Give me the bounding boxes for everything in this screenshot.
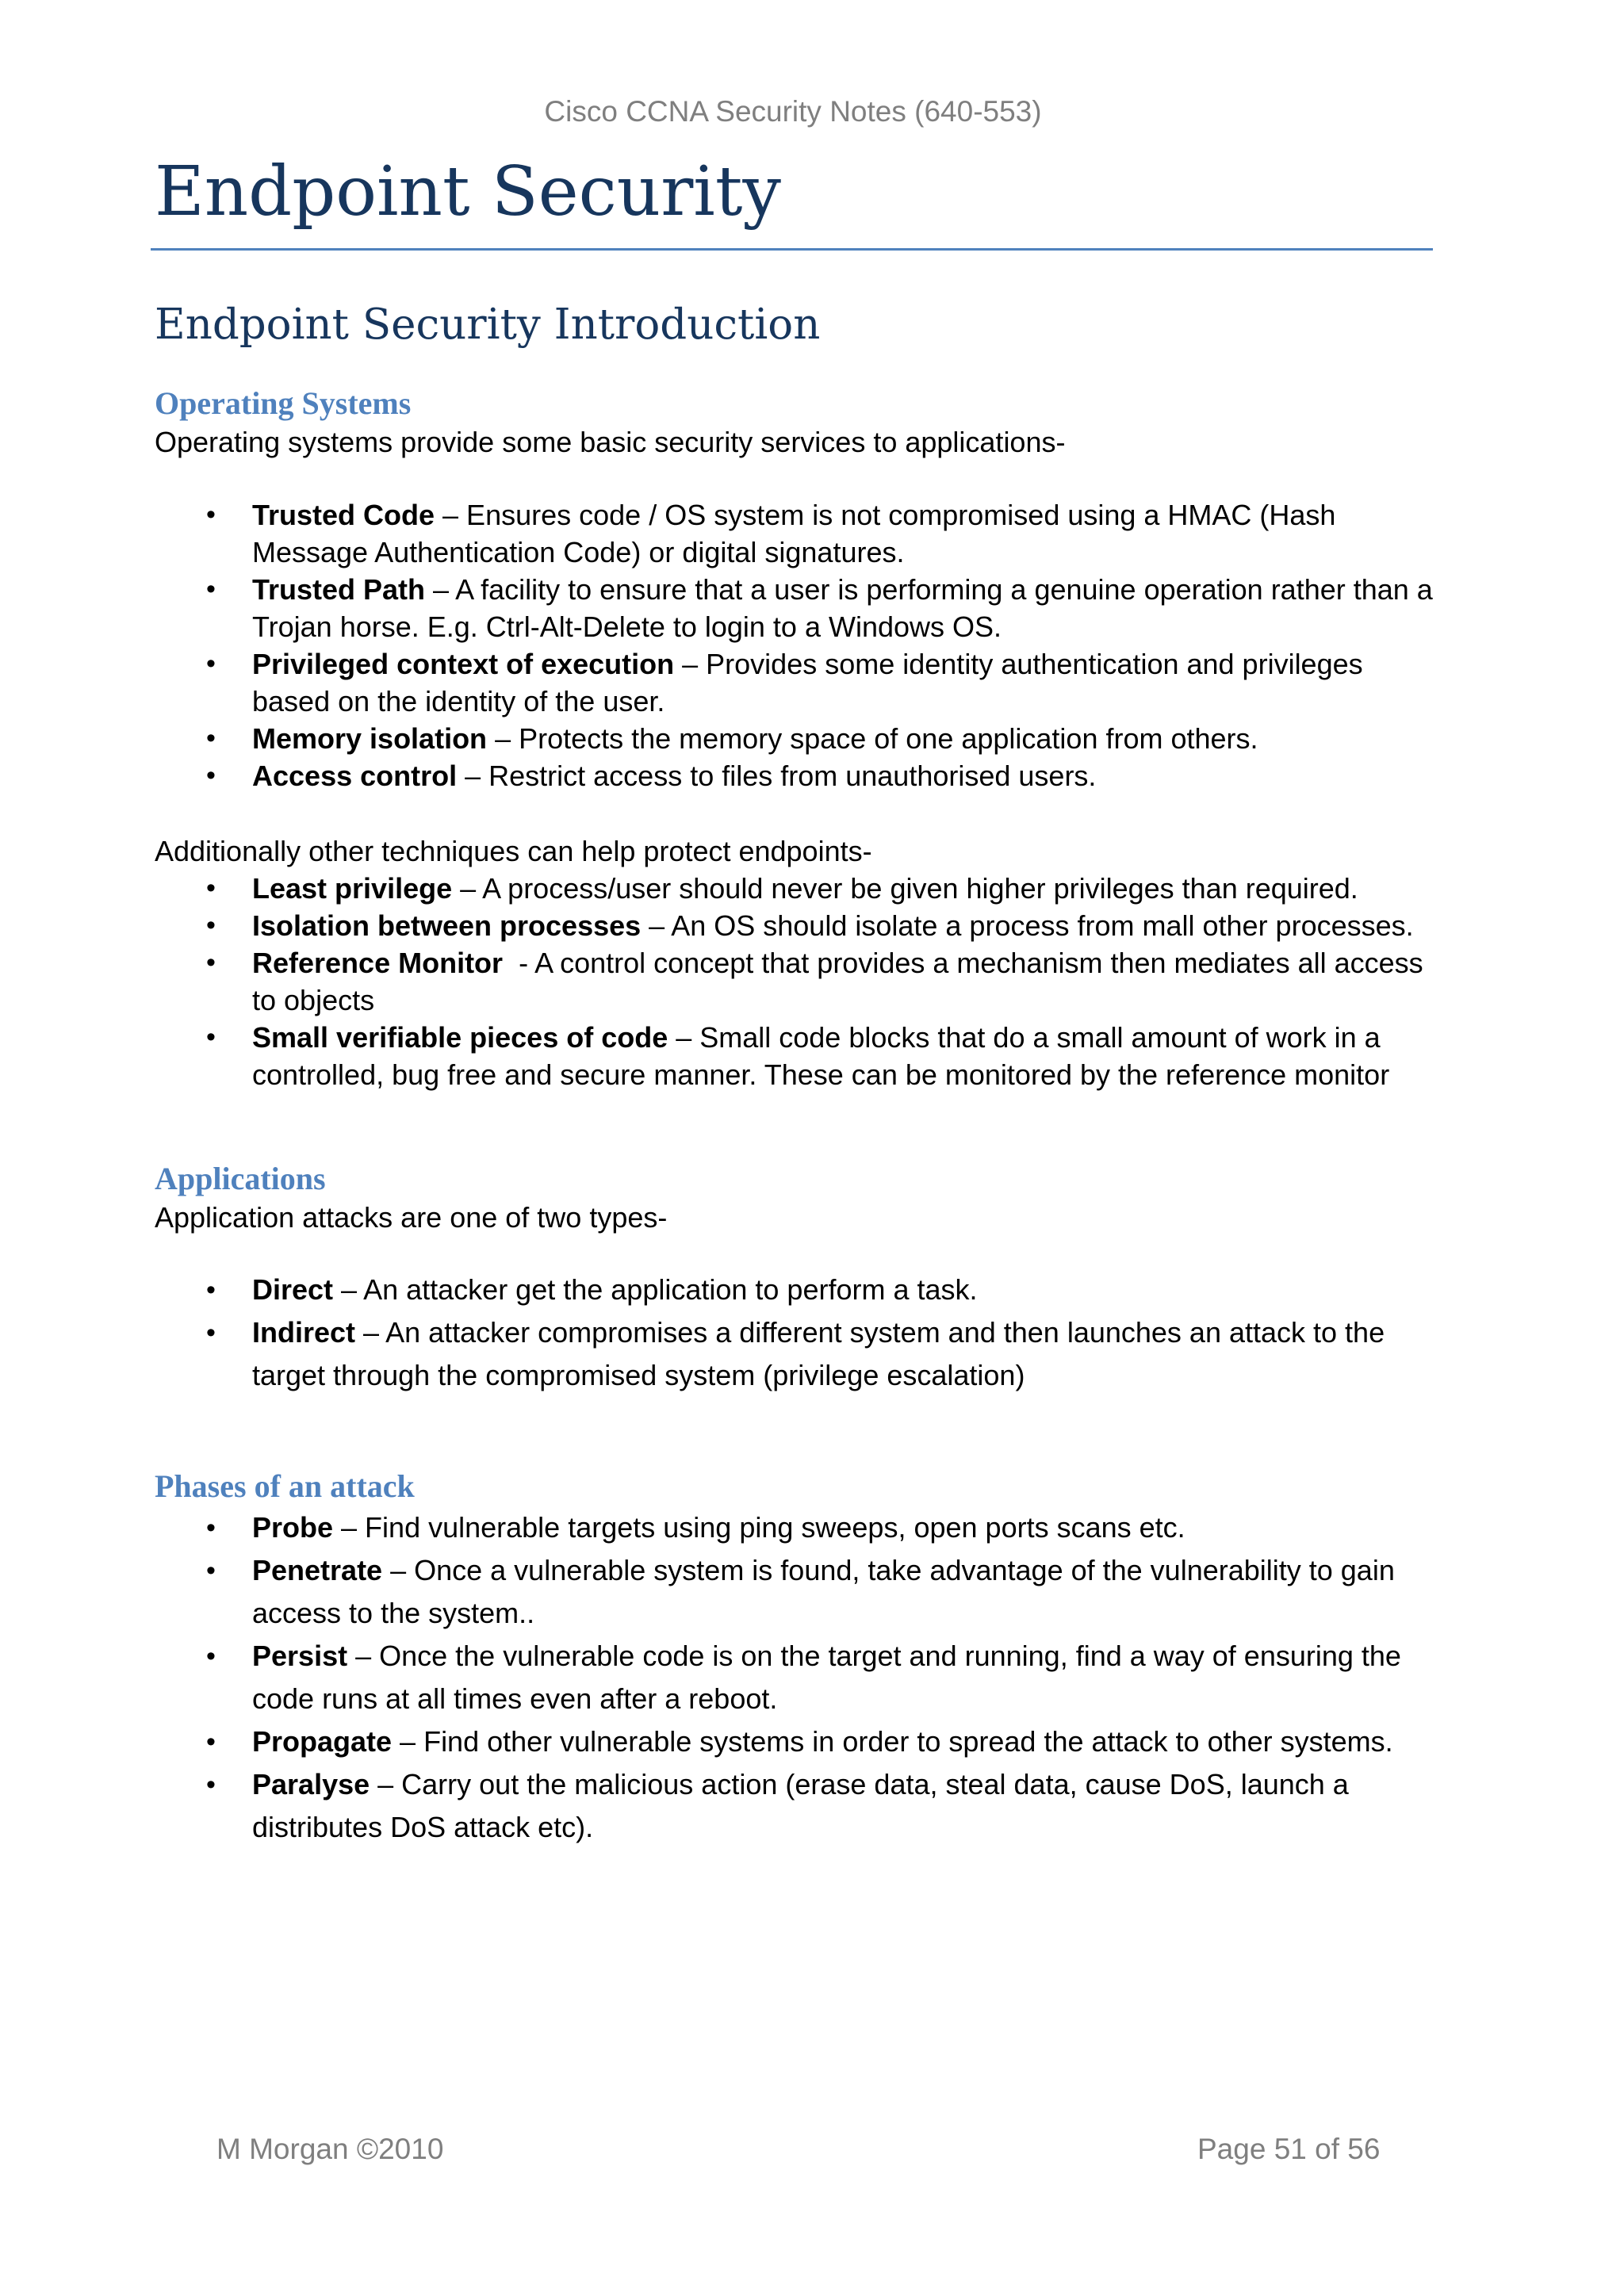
additional-techniques-list — [0, 870, 1443, 1093]
bullet-icon: • — [206, 873, 216, 903]
list-item: • Memory isolation – Protects the memory space of one application from others. — [0, 720, 1443, 757]
apps-intro-paragraph: Application attacks are one of two types- — [155, 1201, 668, 1234]
attack-types-list — [0, 1269, 1443, 1397]
list-item: • Trusted Path – A facility to ensure that a user is performing a genuine operation rather than a Trojan horse. E.g. Ctrl-Alt-Delete to login to a Windows OS. — [0, 571, 1443, 645]
attack-phases-list — [0, 1506, 1443, 1849]
os-services-list — [0, 496, 1443, 794]
bullet-icon: • — [206, 1022, 216, 1052]
bullet-icon: • — [206, 1513, 216, 1543]
list-item: • Reference Monitor - A control concept that provides a mechanism then mediates all access to objects — [0, 944, 1443, 1019]
page-title: Endpoint Security — [155, 152, 781, 232]
bullet-icon: • — [206, 1275, 216, 1305]
list-item: • Paralyse – Carry out the malicious action (erase data, steal data, cause DoS, launch a distributes DoS attack etc). — [0, 1763, 1443, 1849]
list-item: • Propagate – Find other vulnerable systems in order to spread the attack to other systems. — [0, 1720, 1443, 1763]
bullet-icon: • — [206, 760, 216, 790]
list-item: • Small verifiable pieces of code – Small code blocks that do a small amount of work in a controlled, bug free and secure manner. These can be monitored by the reference monitor — [0, 1019, 1443, 1093]
subsection-heading-applications: Applications — [155, 1161, 326, 1196]
bullet-icon: • — [206, 499, 216, 530]
bullet-icon: • — [206, 723, 216, 753]
bullet-icon: • — [206, 649, 216, 679]
list-item: • Least privilege – A process/user should never be given higher privileges than required. — [0, 870, 1443, 907]
list-item: • Penetrate – Once a vulnerable system is found, take advantage of the vulnerability to gain access to the system.. — [0, 1549, 1443, 1635]
list-item: • Probe – Find vulnerable targets using ping sweeps, open ports scans etc. — [0, 1506, 1443, 1549]
list-item: • Direct – An attacker get the application to perform a task. — [0, 1269, 1443, 1311]
additional-intro-paragraph: Additionally other techniques can help protect endpoints- — [155, 835, 872, 867]
title-underline — [151, 248, 1433, 251]
os-intro-paragraph: Operating systems provide some basic security services to applications- — [155, 426, 1066, 458]
footer-author: M Morgan ©2010 — [216, 2133, 444, 2165]
bullet-icon: • — [206, 1641, 216, 1671]
section-heading: Endpoint Security Introduction — [155, 300, 821, 349]
list-item: • Isolation between processes – An OS should isolate a process from mall other processes. — [0, 907, 1443, 944]
footer-page-number: Page 51 of 56 — [1197, 2133, 1381, 2165]
bullet-icon: • — [206, 910, 216, 940]
bullet-icon: • — [206, 574, 216, 604]
list-item: • Access control – Restrict access to files from unauthorised users. — [0, 757, 1443, 794]
bullet-icon: • — [206, 947, 216, 978]
bullet-icon: • — [206, 1556, 216, 1586]
list-item: • Indirect – An attacker compromises a different system and then launches an attack to the target through the compromised system (privilege escalation) — [0, 1311, 1443, 1397]
subsection-heading-operating-systems: Operating Systems — [155, 385, 412, 421]
bullet-icon: • — [206, 1770, 216, 1800]
running-header: Cisco CCNA Security Notes (640-553) — [544, 95, 1042, 128]
list-item: • Privileged context of execution – Provides some identity authentication and privileges based on the identity of the user. — [0, 645, 1443, 720]
bullet-icon: • — [206, 1727, 216, 1757]
subsection-heading-phases: Phases of an attack — [155, 1468, 415, 1504]
list-item: • Trusted Code – Ensures code / OS system is not compromised using a HMAC (Hash Message Authentication Code) or digital signatures. — [0, 496, 1443, 571]
list-item: • Persist – Once the vulnerable code is on the target and running, find a way of ensuring the code runs at all times even after a reboot. — [0, 1635, 1443, 1720]
bullet-icon: • — [206, 1318, 216, 1348]
